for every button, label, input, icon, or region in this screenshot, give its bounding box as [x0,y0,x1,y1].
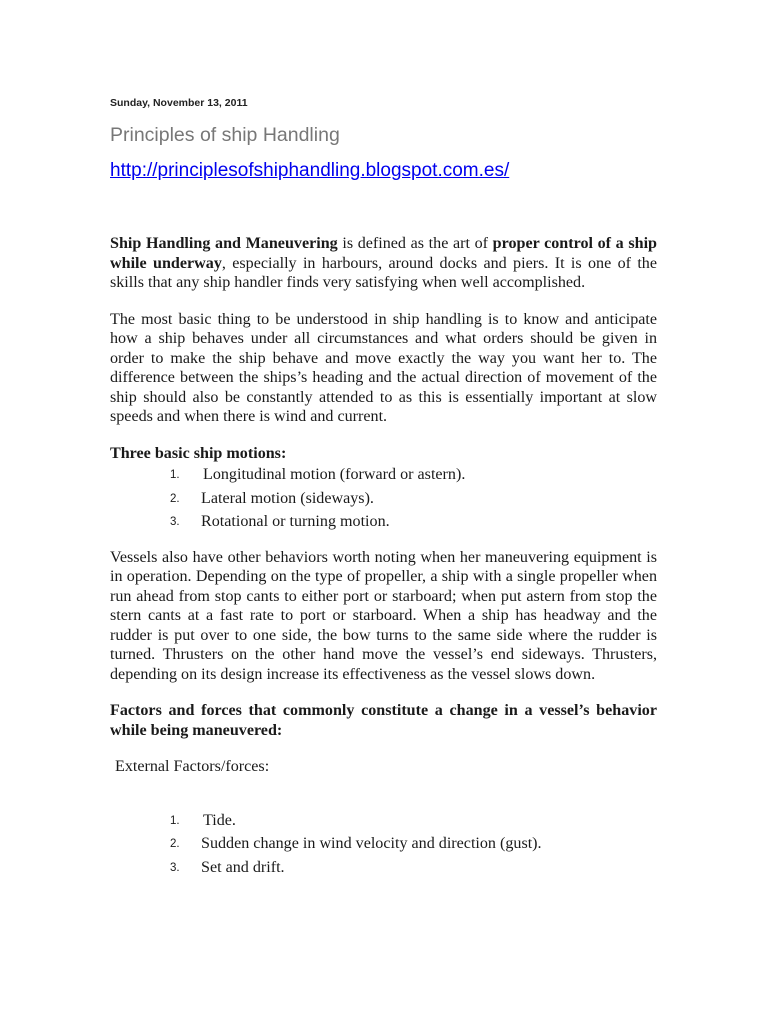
behaviors-paragraph: Vessels also have other behaviors worth noting when her maneuvering equipment is in operation. Depending on the type of propeller, a ship with a single propeller when run ahead from stop cants to either port or starboard; when put astern from stop the stern cants at a fast rate to port or starboard. When a ship has headway and the rudder is put over to one side, the bow turns to the same side where the rudder is turned. Thrusters on the other hand move the vessel’s end sideways. Thrusters, depending on its design increase its effectiveness as the vessel slows down. [110,548,657,683]
list-text: Set and drift. [201,858,285,876]
post-title: Principles of ship Handling [110,124,340,146]
blog-url-link[interactable]: http://principlesofshiphandling.blogspot.com.es/ [110,160,510,181]
list-number: 1. [170,814,180,827]
intro-bold-definition: proper control of a ship while underway [110,235,657,272]
list-number: 2. [170,492,180,505]
intro-bold-term: Ship Handling and Maneuvering [110,235,338,252]
intro-text-2: , especially in harbours, around docks and piers. It is one of the skills that any ship handler finds very satisfying when well accomplished. [110,254,657,291]
factors-heading: Factors and forces that commonly constitute a change in a vessel’s behavior while being maneuvered: [110,702,657,739]
list-text: Lateral motion (sideways). [201,489,374,507]
list-text: Tide. [203,811,236,829]
list-number: 3. [170,516,180,528]
external-factors-list [110,809,657,880]
intro-text-1: is defined as the art of [337,235,493,252]
motions-list [110,463,657,534]
list-item [110,463,657,487]
list-text: Sudden change in wind velocity and direction (gust). [201,835,542,852]
external-factors-label: External Factors/forces: [115,758,270,775]
list-item [110,487,657,511]
list-item [110,510,657,534]
list-item [110,832,657,856]
list-number: 2. [170,838,180,850]
list-item [110,809,657,833]
list-number: 3. [170,861,180,874]
post-body [110,234,657,879]
list-number: 1. [170,469,180,481]
list-text: Longitudinal motion (forward or astern). [203,466,466,483]
motions-heading: Three basic ship motions: [110,444,287,462]
intro-paragraph [110,234,657,293]
list-item [110,856,657,880]
basics-paragraph: The most basic thing to be understood in ship handling is to know and anticipate how a ship behaves under all circumstances and what orders should be given in order to make the ship behave and move exactly the way you want her to. The difference between the ships’s heading and the actual direction of movement of the ship should also be constantly attended to as this is essentially important at slow speeds and when there is wind and current. [110,310,657,425]
post-date: Sunday, November 13, 2011 [110,97,248,109]
list-text: Rotational or turning motion. [201,513,390,530]
